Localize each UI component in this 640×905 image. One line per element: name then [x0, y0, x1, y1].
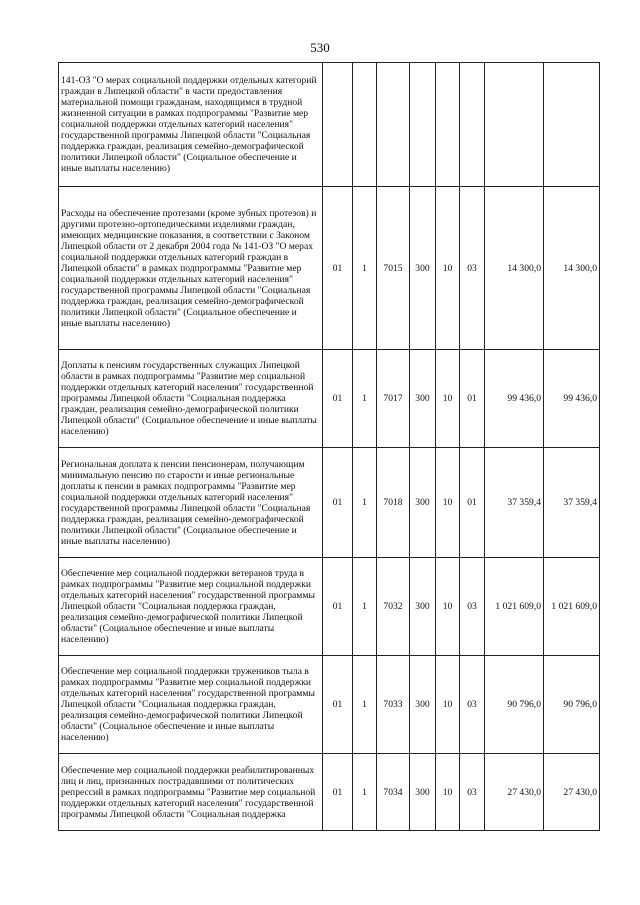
direction-code: 7034	[377, 754, 410, 831]
section-code: 10	[436, 350, 460, 448]
table-row	[59, 558, 600, 656]
subprogram-code: 1	[353, 448, 377, 558]
table-row	[59, 754, 600, 831]
subprogram-code: 1	[353, 350, 377, 448]
program-code: 01	[323, 558, 353, 656]
program-code: 01	[323, 350, 353, 448]
table-row	[59, 448, 600, 558]
subprogram-code: 1	[353, 187, 377, 350]
amount-2: 27 430,0	[544, 754, 600, 831]
direction-code: 7015	[377, 187, 410, 350]
direction-code: 7018	[377, 448, 410, 558]
section-code: 10	[436, 558, 460, 656]
subsection-code: 01	[460, 448, 485, 558]
amount-2	[544, 63, 600, 187]
amount-1: 1 021 609,0	[485, 558, 544, 656]
section-code: 10	[436, 656, 460, 754]
expense-type-code: 300	[410, 754, 436, 831]
expense-type-code: 300	[410, 448, 436, 558]
amount-1: 90 796,0	[485, 656, 544, 754]
subprogram-code	[353, 63, 377, 187]
direction-code	[377, 63, 410, 187]
row-description: Обеспечение мер социальной поддержки ветеранов труда в рамках подпрограммы "Развитие мер социальной поддержки отдельных категорий населения" государственной программы Липецкой области "Социальная поддержка граждан, реализация семейно-демографической политики Липецкой области" (Социальное обеспечение и иные выплаты населению)	[59, 558, 323, 656]
section-code: 10	[436, 187, 460, 350]
section-code	[436, 63, 460, 187]
program-code: 01	[323, 656, 353, 754]
subsection-code: 01	[460, 350, 485, 448]
section-code: 10	[436, 754, 460, 831]
amount-2: 37 359,4	[544, 448, 600, 558]
subsection-code: 03	[460, 187, 485, 350]
amount-1: 14 300,0	[485, 187, 544, 350]
amount-1: 37 359,4	[485, 448, 544, 558]
amount-2: 90 796,0	[544, 656, 600, 754]
row-description: Обеспечение мер социальной поддержки тружеников тыла в рамках подпрограммы "Развитие мер социальной поддержки отдельных категорий населения" государственной программы Липецкой области "Социальная поддержка граждан, реализация семейно-демографической политики Липецкой области" (Социальное обеспечение и иные выплаты населению)	[59, 656, 323, 754]
row-description: Обеспечение мер социальной поддержки реабилитированных лиц и лиц, признанных пострадавшими от политических репрессий в рамках подпрограммы "Развитие мер социальной поддержки отдельных категорий населения" государственной программы Липецкой области "Социальная поддержка	[59, 754, 323, 831]
row-description: Расходы на обеспечение протезами (кроме зубных протезов) и другими протезно-ортопедическими изделиями граждан, имеющих медицинские показания, в соответствии с Законом Липецкой области от 2 декабря 2004 года № 141-ОЗ "О мерах социальной поддержки отдельных категорий граждан в Липецкой области" в рамках подпрограммы "Развитие мер социальной поддержки отдельных категорий населения" государственной программы Липецкой области "Социальная поддержка граждан, реализация семейно-демографической политики Липецкой области" (Социальное обеспечение и иные выплаты населению)	[59, 187, 323, 350]
row-description: Доплаты к пенсиям государственных служащих Липецкой области в рамках подпрограммы "Развитие мер социальной поддержки отдельных категорий населения" государственной программы Липецкой области "Социальная поддержка граждан, реализация семейно-демографической политики Липецкой области" (Социальное обеспечение и иные выплаты населению)	[59, 350, 323, 448]
subprogram-code: 1	[353, 656, 377, 754]
amount-2: 99 436,0	[544, 350, 600, 448]
direction-code: 7033	[377, 656, 410, 754]
program-code: 01	[323, 754, 353, 831]
subprogram-code: 1	[353, 558, 377, 656]
row-description: 141-ОЗ "О мерах социальной поддержки отдельных категорий граждан в Липецкой области" в части предоставления материальной помощи гражданам, находящимся в трудной жизненной ситуации в рамках подпрограммы "Развитие мер социальной поддержки отдельных категорий населения" государственной программы Липецкой области "Социальная поддержка граждан, реализация семейно-демографической политики Липецкой области" (Социальное обеспечение и иные выплаты населению)	[59, 63, 323, 187]
subsection-code: 03	[460, 558, 485, 656]
amount-2: 1 021 609,0	[544, 558, 600, 656]
subsection-code	[460, 63, 485, 187]
expense-type-code	[410, 63, 436, 187]
page-number: 530	[310, 40, 330, 55]
expense-type-code: 300	[410, 656, 436, 754]
amount-1: 27 430,0	[485, 754, 544, 831]
expense-type-code: 300	[410, 558, 436, 656]
amount-1: 99 436,0	[485, 350, 544, 448]
table-row	[59, 350, 600, 448]
subprogram-code: 1	[353, 754, 377, 831]
program-code	[323, 63, 353, 187]
program-code: 01	[323, 448, 353, 558]
table-row	[59, 63, 600, 187]
table-row	[59, 187, 600, 350]
direction-code: 7032	[377, 558, 410, 656]
table-row	[59, 656, 600, 754]
expense-type-code: 300	[410, 187, 436, 350]
amount-2: 14 300,0	[544, 187, 600, 350]
subsection-code: 03	[460, 656, 485, 754]
subsection-code: 03	[460, 754, 485, 831]
section-code: 10	[436, 448, 460, 558]
expense-type-code: 300	[410, 350, 436, 448]
row-description: Региональная доплата к пенсии пенсионерам, получающим минимальную пенсию по старости и иные региональные доплаты к пенсии в рамках подпрограммы "Развитие мер социальной поддержки отдельных категорий населения" государственной программы Липецкой области "Социальная поддержка граждан, реализация семейно-демографической политики Липецкой области" (Социальное обеспечение и иные выплаты населению)	[59, 448, 323, 558]
budget-table	[58, 62, 600, 831]
program-code: 01	[323, 187, 353, 350]
direction-code: 7017	[377, 350, 410, 448]
amount-1	[485, 63, 544, 187]
